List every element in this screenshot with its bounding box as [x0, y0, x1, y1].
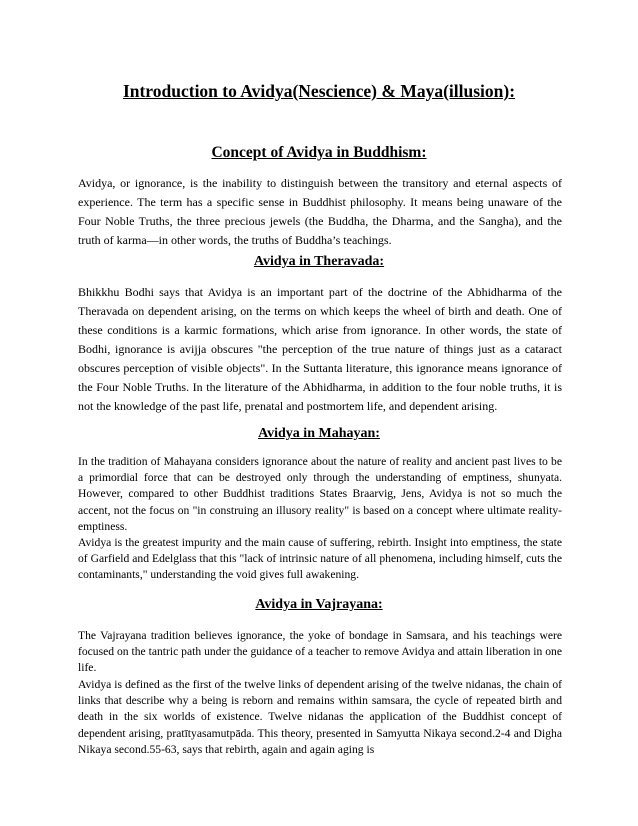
section-heading-concept: Concept of Avidya in Buddhism: — [211, 144, 427, 161]
section-heading-theravada: Avidya in Theravada: — [253, 254, 385, 269]
paragraph-concept: Avidya, or ignorance, is the inability to distinguish between the transitory and eternal aspects of experience. The term has a specific sense in Buddhist philosophy. It means being unaware of the Four Noble Truths, the three precious jewels (the Buddha, the Dharma, and the Sangha), and the truth of karma—in other words, the truths of Buddha’s teachings. — [78, 176, 562, 247]
paragraph-mahayan-2: Avidya is the greatest impurity and the main cause of suffering, rebirth. Insight into emptiness, the state of Garfield and Edelglass that this "lack of intrinsic nature of all phenomena, including himself, cuts the contaminants," understanding the void gives full awakening. — [78, 536, 562, 582]
paragraph-vajrayana-1: The Vajrayana tradition believes ignorance, the yoke of bondage in Samsara, and his teachings were focused on the tantric path under the guidance of a teacher to remove Avidya and attain liberation in one life. — [78, 629, 562, 675]
paragraph-mahayan-1: In the tradition of Mahayana considers ignorance about the nature of reality and ancient past lives to be a primordial force that can be destroyed only through the understanding of emptiness, shunyata. However, compared to other Buddhist traditions States Braarvig, Jens, Avidya is not so much the accent, not the focus on "in construing an illusory reality" is based on a concept where ultimate reality-emptiness. — [78, 455, 562, 533]
document-title: Introduction to Avidya(Nescience) & Maya(illusion): — [122, 81, 516, 101]
section-heading-vajrayana: Avidya in Vajrayana: — [255, 597, 383, 612]
paragraph-theravada: Bhikkhu Bodhi says that Avidya is an important part of the doctrine of the Abhidharma of the Theravada on dependent arising, on the terms on which keeps the wheel of birth and death. One of these conditions is a karmic formations, which arise from ignorance. In other words, the state of Bodhi, ignorance is avijja obscures "the perception of the true nature of things just as a cataract obscures perception of visible objects". In the Suttanta literature, this ignorance means ignorance of the Four Noble Truths. In the literature of the Abhidharma, in addition to the four noble truths, it is not the knowledge of the past life, prenatal and postmortem life, and dependent arising. — [78, 285, 562, 413]
section-heading-mahayan: Avidya in Mahayan: — [258, 426, 380, 441]
paragraph-vajrayana-2: Avidya is defined as the first of the twelve links of dependent arising of the twelve nidanas, the chain of links that describe why a being is reborn and remains within samsara, the cycle of repeated birth and death in the six worlds of existence. Twelve nidanas the application of the Buddhist concept of dependent arising, pratītyasamutpāda. This theory, presented in Samyutta Nikaya second.2-4 and Digha Nikaya second.55-63, says that rebirth, again and again aging is — [78, 678, 562, 756]
